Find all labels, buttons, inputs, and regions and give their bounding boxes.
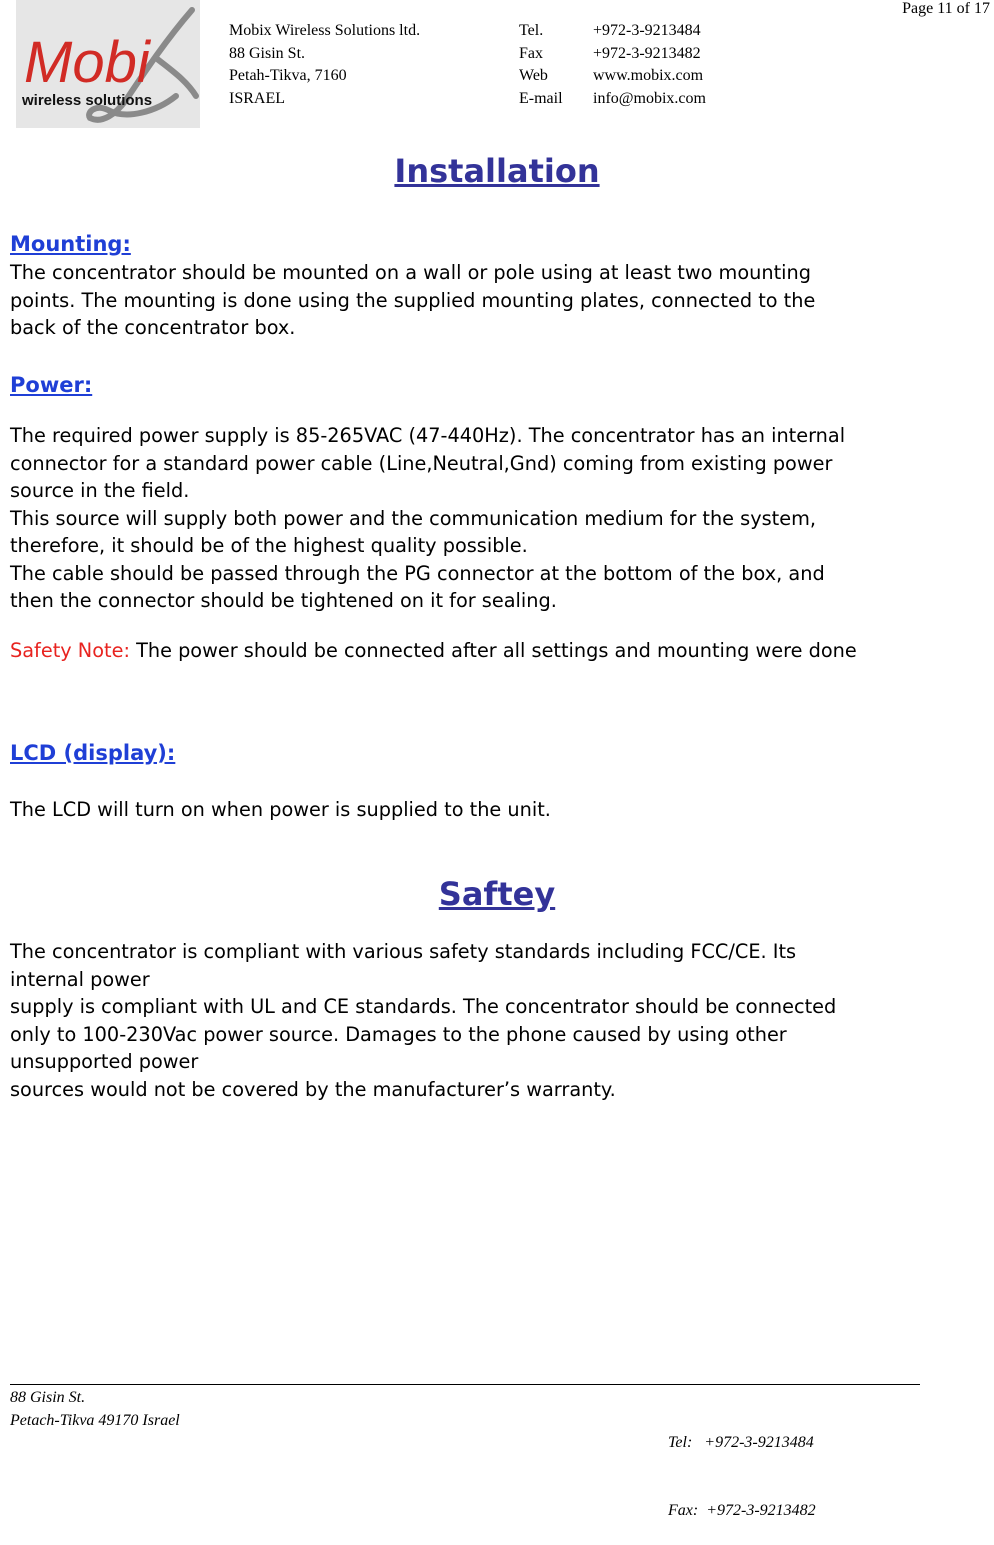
safety-note: [10, 637, 994, 665]
company-name: Mobix Wireless Solutions ltd.: [229, 22, 421, 39]
footer-divider: [10, 1384, 920, 1385]
power-paragraph: The required power supply is 85-265VAC (47-440Hz). The concentrator has an internal connector for a standard power cable (Line,Neutral,Gnd) coming from existing power source in the field. This source will supply both power and the communication medium for the system, therefore, it should be of the highest quality possible. The cable should be passed through the PG connector at the bottom of the box, and then the connector should be tightened on it for sealing.: [10, 424, 846, 612]
mounting-paragraph: The concentrator should be mounted on a wall or pole using at least two mounting points. The mounting is done using the supplied mounting plates, connected to the back of the concentrator box.: [10, 261, 816, 339]
fax-value: +972-3-9213482: [593, 44, 701, 62]
lcd-paragraph: The LCD will turn on when power is supplied to the unit.: [10, 798, 551, 821]
lcd-heading: LCD (display):: [10, 741, 176, 765]
footer-tel: Tel: +972-3-9213484: [668, 1434, 814, 1451]
web-value: www.mobix.com: [593, 67, 704, 84]
footer-phones: [668, 1387, 816, 1545]
safety-note-text: The power should be connected after all settings and mounting were done: [129, 639, 857, 662]
tel-value: +972-3-9213484: [593, 22, 701, 39]
mounting-heading: Mounting:: [10, 232, 131, 256]
street-address: 88 Gisin St.: [229, 44, 306, 62]
mobix-logo: [16, 0, 200, 128]
web-label: Web: [519, 67, 548, 84]
footer-address: [10, 1387, 180, 1432]
safety-paragraph: The concentrator is compliant with various safety standards including FCC/CE. Its internal power supply is compliant with UL and CE standards. The concentrator should be connected only to 100-230Vac power source. Damages to the phone caused by using other unsupported power sources would not be covered by the manufacturer’s warranty.: [10, 940, 837, 1101]
page-number: Page 11 of 17: [902, 0, 990, 17]
tel-label: Tel.: [519, 22, 544, 39]
footer-city: Petach-Tikva 49170 Israel: [10, 1411, 180, 1429]
safety-note-label: Safety Note:: [10, 639, 130, 662]
city-address: Petah-Tikva, 7160: [229, 67, 347, 84]
power-heading: Power:: [10, 373, 93, 397]
contact-block: [229, 20, 706, 110]
email-value: info@mobix.com: [593, 89, 706, 107]
safety-title: Saftey: [438, 875, 556, 913]
installation-title: Installation: [394, 152, 600, 190]
country: ISRAEL: [229, 89, 285, 107]
logo-wordmark: Mobi: [24, 30, 150, 95]
footer-street: 88 Gisin St.: [10, 1389, 86, 1406]
fax-label: Fax: [519, 44, 543, 62]
logo-tagline: wireless solutions: [22, 92, 153, 109]
email-label: E-mail: [519, 89, 563, 107]
footer-fax: Fax: +972-3-9213482: [668, 1501, 816, 1519]
